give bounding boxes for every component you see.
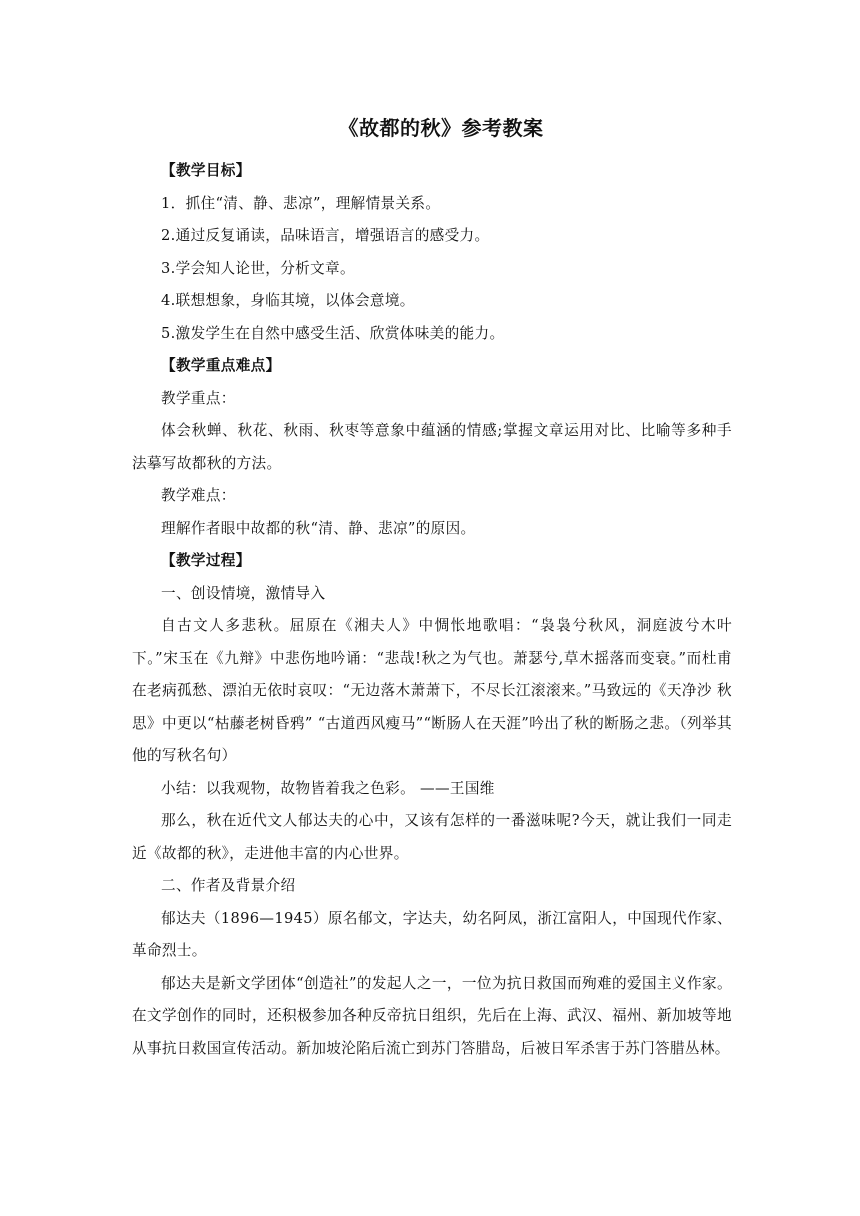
objective-item-1: 1．抓住“清、静、悲凉”，理解情景关系。 bbox=[161, 194, 441, 212]
objective-item-3: 3.学会知人论世，分析文章。 bbox=[161, 259, 355, 277]
author-bio-paragraph: 郁达夫（1896—1945）原名郁文，字达夫，幼名阿凤，浙江富阳人，中国现代作家、革命烈士。 bbox=[132, 909, 732, 959]
author-background-paragraph: 郁达夫是新文学团体“创造社”的发起人之一，一位为抗日救国而殉难的爱国主义作家。在文学创作的同时，还积极参加各种反帝抗日组织，先后在上海、武汉、福州、新加坡等地从事抗日救国宣传活动。新加坡沦陷后流亡到苏门答腊岛，后被日军杀害于苏门答腊丛林。 bbox=[132, 974, 732, 1057]
difficulty-label: 教学难点： bbox=[161, 487, 236, 504]
section-heading-process: 【教学过程】 bbox=[161, 552, 251, 569]
process-step-2-title: 二、作者及背景介绍 bbox=[161, 877, 296, 894]
process-step-1-title: 一、创设情境，激情导入 bbox=[161, 584, 326, 602]
objective-item-2: 2.通过反复诵读，品味语言，增强语言的感受力。 bbox=[161, 227, 490, 244]
difficulty-text: 理解作者眼中故都的秋“清、静、悲凉”的原因。 bbox=[161, 519, 476, 537]
key-point-label: 教学重点： bbox=[161, 389, 236, 407]
summary-quote: 小结：以我观物，故物皆着我之色彩。 ——王国维 bbox=[161, 779, 495, 797]
key-point-text: 体会秋蝉、秋花、秋雨、秋枣等意象中蕴涵的情感;掌握文章运用对比、比喻等多种手法摹写故都秋的方法。 bbox=[132, 422, 732, 472]
section-heading-key-points: 【教学重点难点】 bbox=[161, 357, 281, 374]
document-title: 《故都的秋》参考教案 bbox=[338, 116, 544, 140]
transition-paragraph: 那么，秋在近代文人郁达夫的心中，又该有怎样的一番滋味呢?今天，就让我们一同走近《故都的秋》，走进他丰富的内心世界。 bbox=[132, 812, 732, 862]
objective-item-4: 4.联想想象，身临其境，以体会意境。 bbox=[161, 292, 415, 309]
section-heading-objectives: 【教学目标】 bbox=[161, 162, 251, 179]
intro-paragraph: 自古文人多悲秋。屈原在《湘夫人》中惆怅地歌唱：“袅袅兮秋风，洞庭波兮木叶下。”宋玉在《九辩》中悲伤地吟诵：“悲哉!秋之为气也。萧瑟兮,草木摇落而变衰。”而杜甫在老病孤愁、漂泊无依时哀叹：“无边落木萧萧下，不尽长江滚滚来。”马致远的《天净沙 秋思》中更以“枯藤老树昏鸦” “古道西风瘦马”“断肠人在天涯”吟出了秋的断肠之悲。（列举其他的写秋名句） bbox=[132, 617, 732, 764]
objective-item-5: 5.激发学生在自然中感受生活、欣赏体味美的能力。 bbox=[161, 324, 505, 342]
